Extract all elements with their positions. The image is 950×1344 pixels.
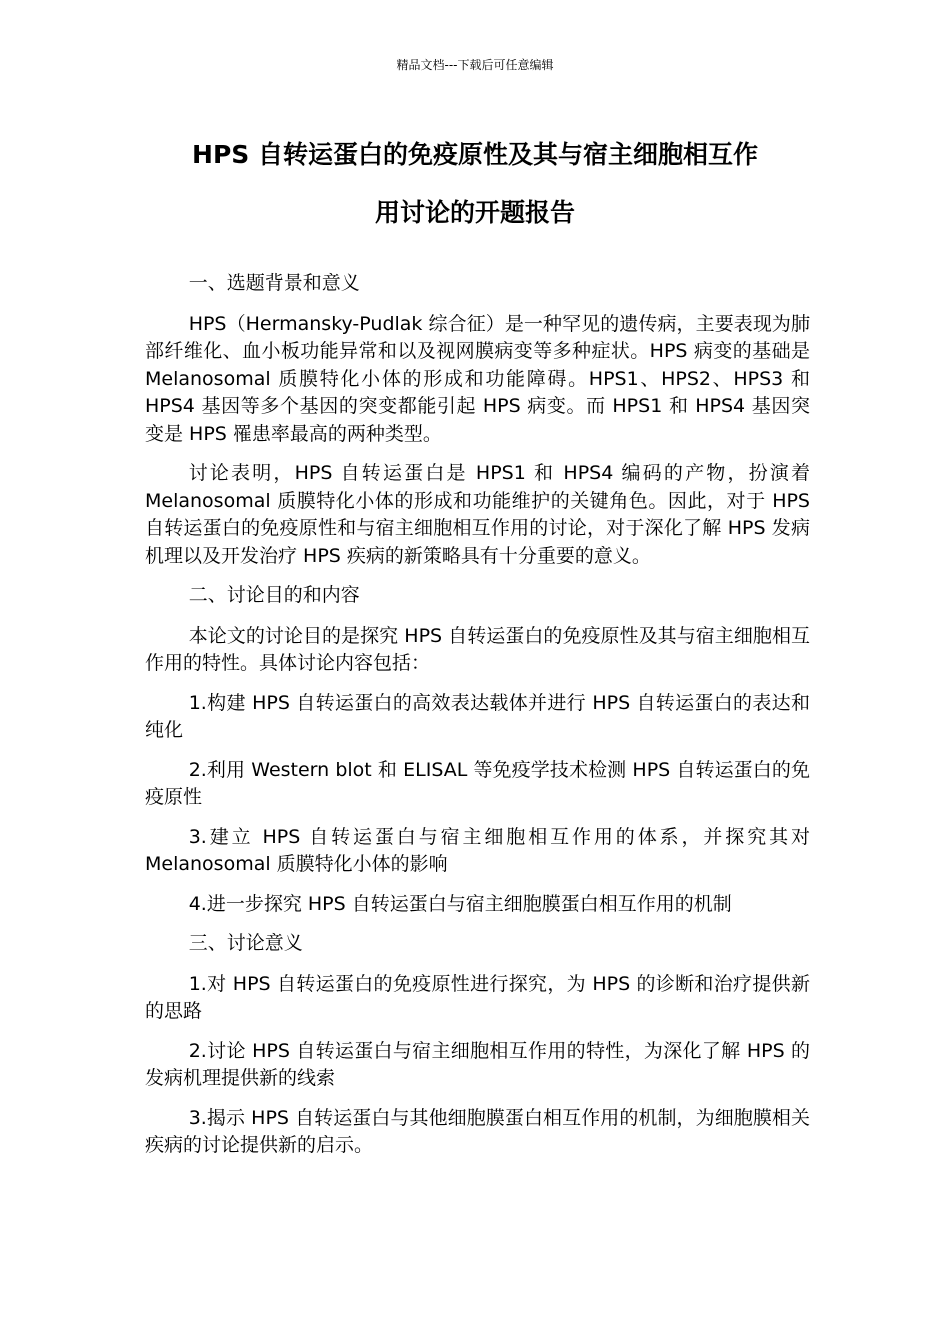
paragraph-hps-intro: HPS（Hermansky-Pudlak 综合征）是一种罕见的遗传病，主要表现为肺部纤维化、血小板功能异常和以及视网膜病变等多种症状。HPS 病变的基础是 Melanosomal 质膜特化小体的形成和功能障碍。HPS1、HPS2、HPS3 和 HPS4 基因等多个基因的突变都能引起 HPS 病变。而 HPS1 和 HPS4 基因突变是 HPS 罹患率最高的两种类型。 — [145, 312, 810, 445]
section-heading-goals: 二、讨论目的和内容 — [188, 584, 360, 606]
significance-item-1: 1.对 HPS 自转运蛋白的免疫原性进行探究，为 HPS 的诊断和治疗提供新的思路 — [145, 972, 810, 1022]
paragraph-research-significance: 讨论表明，HPS 自转运蛋白是 HPS1 和 HPS4 编码的产物，扮演着 Melanosomal 质膜特化小体的形成和功能维护的关键角色。因此，对于 HPS 自转运蛋白的免疫原性和与宿主细胞相互作用的讨论，对于深化了解 HPS 发病机理以及开发治疗 HPS 疾病的新策略具有十分重要的意义。 — [145, 462, 810, 567]
significance-item-3: 3.揭示 HPS 自转运蛋白与其他细胞膜蛋白相互作用的机制，为细胞膜相关疾病的讨论提供新的启示。 — [145, 1106, 810, 1156]
significance-item-2: 2.讨论 HPS 自转运蛋白与宿主细胞相互作用的特性，为深化了解 HPS 的发病机理提供新的线索 — [145, 1039, 810, 1089]
header-note: 精品文档---下载后可任意编辑 — [396, 58, 554, 72]
goal-item-1: 1.构建 HPS 自转运蛋白的高效表达载体并进行 HPS 自转运蛋白的表达和纯化 — [145, 691, 810, 741]
document-body — [145, 270, 810, 1172]
section-heading-significance: 三、讨论意义 — [188, 932, 303, 954]
title-line-2: 用讨论的开题报告 — [374, 198, 575, 227]
goal-item-3: 3.建立 HPS 自转运蛋白与宿主细胞相互作用的体系，并探究其对 Melanosomal 质膜特化小体的影响 — [145, 825, 810, 875]
goal-item-4: 4.进一步探究 HPS 自转运蛋白与宿主细胞膜蛋白相互作用的机制 — [188, 892, 732, 915]
section-heading-background: 一、选题背景和意义 — [188, 272, 360, 294]
document-title — [145, 126, 805, 242]
title-line-1: HPS 自转运蛋白的免疫原性及其与宿主细胞相互作 — [192, 140, 758, 169]
paragraph-goals-intro: 本论文的讨论目的是探究 HPS 自转运蛋白的免疫原性及其与宿主细胞相互作用的特性。具体讨论内容包括： — [145, 624, 810, 674]
goal-item-2: 2.利用 Western blot 和 ELISAL 等免疫学技术检测 HPS 自转运蛋白的免疫原性 — [145, 758, 810, 808]
